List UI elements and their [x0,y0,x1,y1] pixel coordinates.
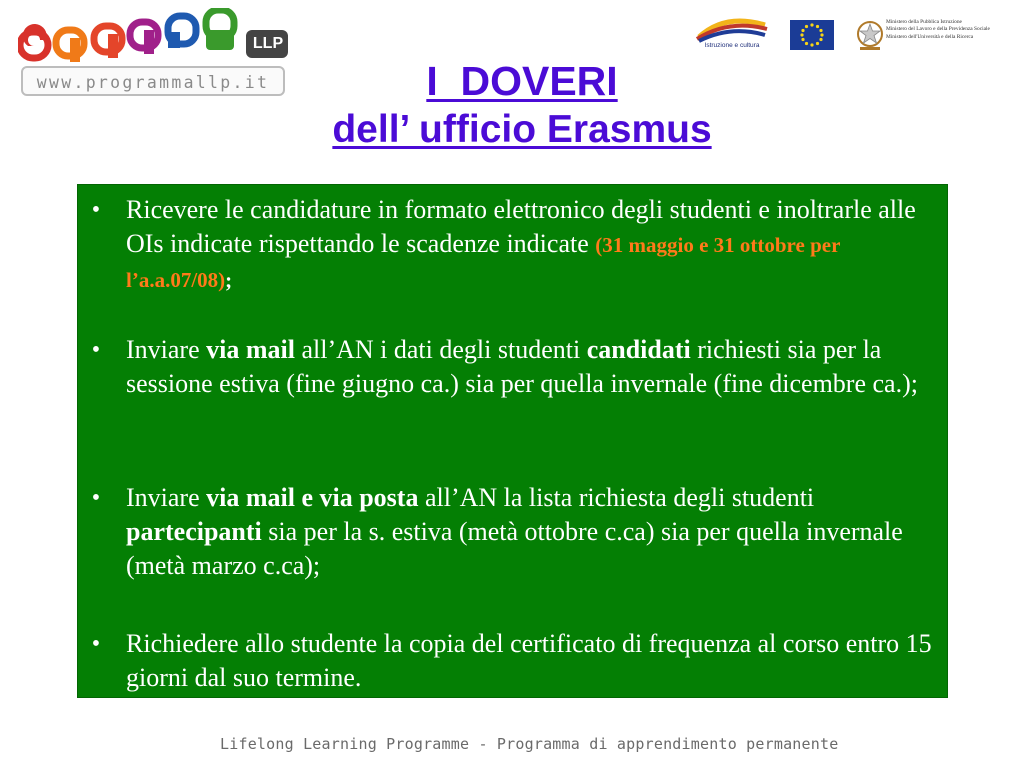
bullet-3-text-a: Inviare [126,483,207,512]
bullet-icon: • [91,631,101,657]
ministero-line-1: Ministero della Pubblica Istruzione [886,19,962,25]
istruzione-caption: Istruzione e cultura [704,42,760,49]
llp-badge-text: LLP [252,35,284,52]
bullet-2-via-mail: via mail [206,335,295,364]
bullet-3-partecipanti: partecipanti [126,517,262,546]
title-line-1: I DOVERI [426,58,618,104]
title-line-2: dell’ ufficio Erasmus [332,108,712,151]
ministero-logo [856,17,1006,53]
bullet-1-deadlines: (31 maggio e 31 ottobre per l’a.a.07/08) [126,233,841,292]
slide-title [0,56,1024,154]
bullet-3-via-mail-posta: via mail e via posta [206,483,419,512]
bullet-1-end: ; [225,268,233,292]
ministero-line-3: Ministero dell'Università e della Ricerca [886,33,974,40]
list-item [91,333,938,401]
bullet-icon: • [91,485,101,511]
bullet-2-text-c: richiesti sia per la sessione estiva (fine giugno ca.) sia per quella invernale (fine dicembre ca.); [126,335,918,398]
bullet-4-text: Richiedere allo studente la copia del certificato di frequenza al corso entro 15 giorni dal suo termine. [126,629,932,692]
list-item [91,481,938,583]
llp-url-label[interactable]: www.programmallp.it [21,66,285,96]
bullet-2-candidati: candidati [586,335,691,364]
bullet-1-text: Ricevere le candidature in formato elettronico degli studenti e inoltrarle alle OIs indicate rispettando le scadenze indicate [126,195,916,258]
bullet-icon: • [91,337,101,363]
ministero-line-2: Ministero del Lavoro e della Previdenza Sociale [886,26,990,33]
bullet-3-text-b: all’AN la lista richiesta degli studenti [418,483,815,512]
bullet-2-text-a: Inviare [126,335,207,364]
footer-caption: Lifelong Learning Programme - Programma di apprendimento permanente [220,735,839,753]
italian-emblem-icon [856,17,884,53]
list-item [91,193,938,297]
eu-stars-icon [790,20,834,50]
istruzione-cultura-logo [695,15,769,55]
list-item [91,627,938,695]
wave-logo-icon [695,15,769,43]
bullet-icon: • [91,197,101,223]
eu-flag-icon [790,20,834,50]
bullet-3-text-c: sia per la s. estiva (metà ottobre c.ca) sia per quella invernale (metà marzo c.ca); [126,517,903,580]
duties-panel [77,184,948,698]
bullet-2-text-b: all’AN i dati degli studenti [294,335,587,364]
